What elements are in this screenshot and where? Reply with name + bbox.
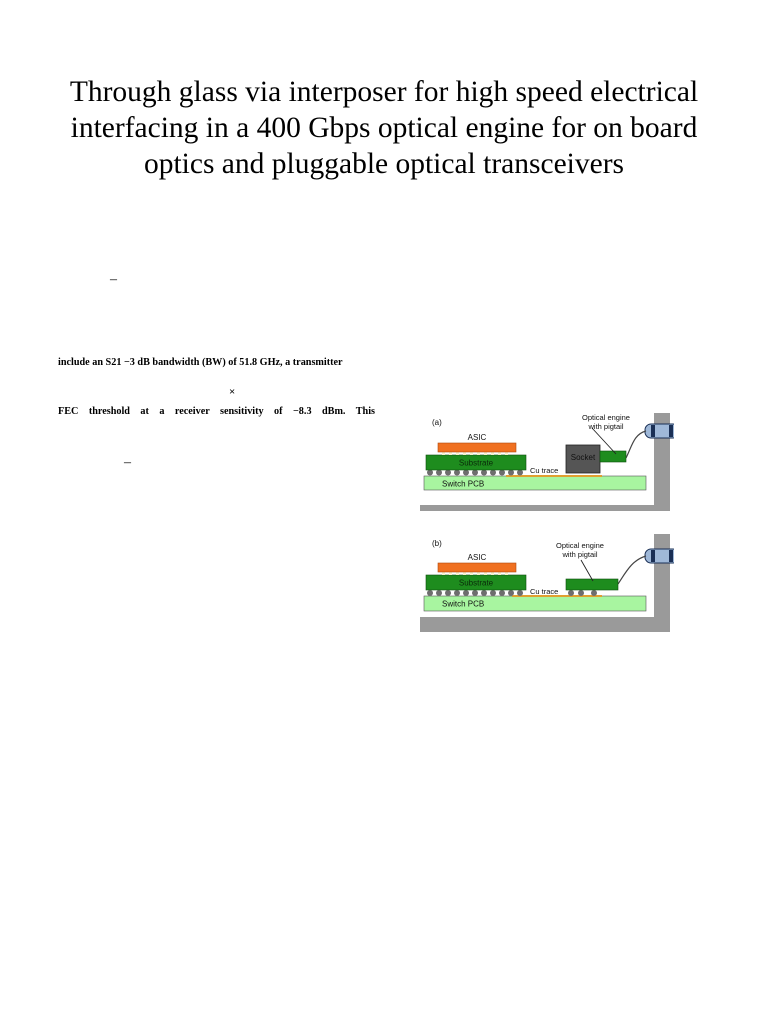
- panel-b-label: (b): [432, 539, 442, 548]
- optical-engine-label-b-2: with pigtail: [562, 550, 598, 559]
- optical-engine-label-a-1: Optical engine: [582, 413, 630, 422]
- pigtail-fiber-a: [626, 431, 646, 458]
- abstract-dash-1: –: [110, 272, 117, 287]
- switch-pcb-label-b: Switch PCB: [442, 599, 485, 609]
- optical-engine-label-b-1: Optical engine: [556, 541, 604, 550]
- asic-label-a: ASIC: [467, 433, 487, 442]
- asic-a: [438, 443, 516, 452]
- cu-trace-label-a: Cu trace: [530, 466, 559, 475]
- connector-ring-a: [651, 425, 655, 437]
- panel-a-label: (a): [432, 418, 442, 427]
- asic-label-b: ASIC: [467, 553, 487, 562]
- cu-trace-label-b: Cu trace: [530, 587, 559, 596]
- chassis-floor-b: [420, 617, 670, 632]
- asic-bumps-b: [442, 572, 508, 575]
- optical-engine-a: [600, 451, 626, 462]
- paper-title: Through glass via interposer for high speed electrical interfacing in a 400 Gbps optical engine for on board optics and pluggable optical transceivers: [69, 76, 699, 180]
- connector-ring-b-2: [669, 550, 673, 562]
- abstract-line-bandwidth: include an S21 −3 dB bandwidth (BW) of 51.8 GHz, a transmitter: [58, 357, 343, 368]
- abstract-times-symbol: ×: [229, 386, 236, 398]
- solder-balls-a: [427, 470, 523, 476]
- asic-bumps-a: [442, 452, 508, 455]
- packaging-figure: [418, 408, 674, 636]
- socket-label-a: Socket: [570, 453, 596, 462]
- pigtail-fiber-b: [618, 556, 646, 584]
- abstract-line-fec: FEC threshold at a receiver sensitivity of −8.3 dBm. This: [58, 406, 375, 417]
- connector-ring-b: [651, 550, 655, 562]
- substrate-label-b: Substrate: [458, 578, 494, 588]
- optical-engine-label-a-2: with pigtail: [588, 422, 624, 431]
- connector-ring-a-2: [669, 425, 673, 437]
- substrate-label-a: Substrate: [458, 458, 494, 468]
- optical-engine-b: [566, 579, 618, 590]
- optical-engine-callout-b: [581, 560, 593, 581]
- abstract-dash-2: –: [124, 455, 131, 470]
- panel-b: [420, 534, 674, 632]
- solder-balls-b: [427, 590, 597, 596]
- panel-a: [420, 413, 674, 511]
- chassis-floor-a: [420, 505, 670, 511]
- asic-b: [438, 563, 516, 572]
- switch-pcb-label-a: Switch PCB: [442, 479, 485, 489]
